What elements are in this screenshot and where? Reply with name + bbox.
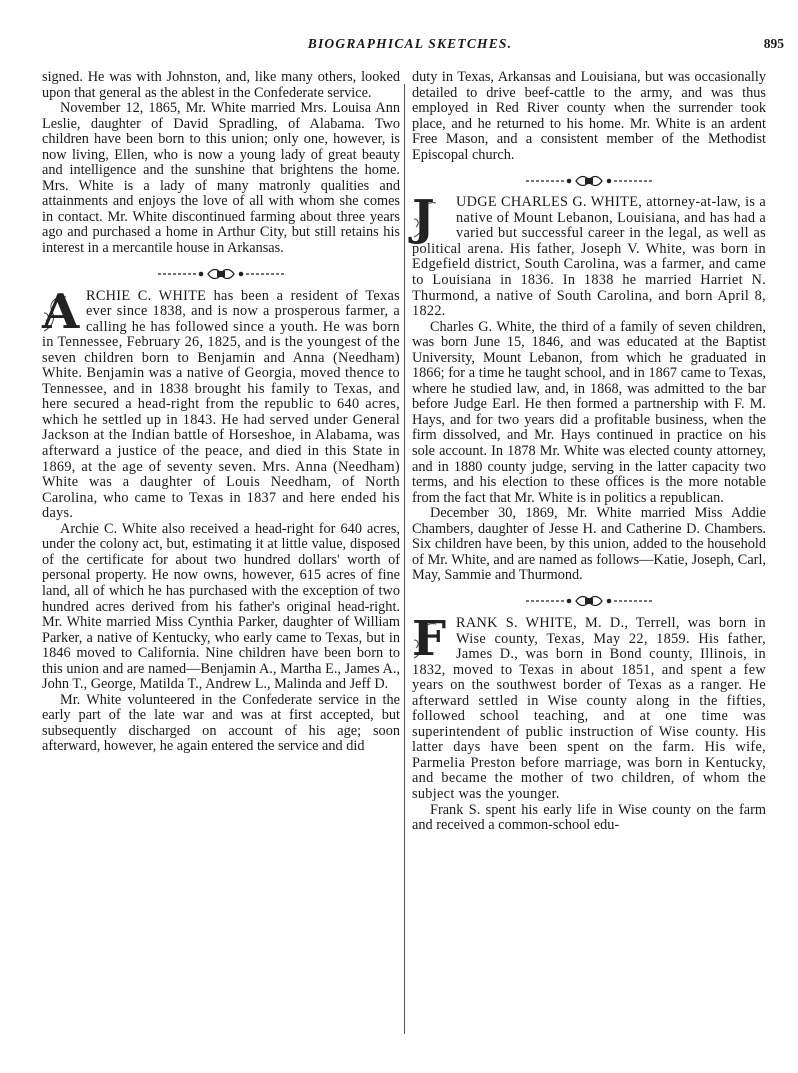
paragraph-frank-intro: RANK S. WHITE, M. D., Terrell, was born in Wise county, Texas, May 22, 1859. His father, James D., was born in Bond county, Illinois, in 1832, moved to Texas in about 1851, and spent a few years on the southwest border of Texas as a ranger. He afterward settled in Wise county along in the fifties, followed school teaching, and at one time was superintendent of public instruction of Wise county. His latter days have been spent on the farm. His wife, Parmelia Preston before marriage, was born in Kentucky, and became the mother of two children, of whom the subject was the younger. <box>412 614 766 802</box>
paragraph-charles-career: Charles G. White, the third of a family of seven children, was born June 15, 1846, and was educated at the Baptist University, Mount Lebanon, from which he graduated in 1866; for a time he taught school, and in 1867 came to Texas, where he studied law, and, in 1868, was admitted to the bar before Judge Earl. He then formed a partnership with F. M. Hays, and for two years did a profitable business, when the firm dissolved, and Mr. Hays continued in practice on his sole account. In 1878 Mr. White was elected county attorney, and in 1880 county judge, serving in the latter capacity two terms, and his election to these offices is the more notable from the fact that Mr. White is in politics a republican. <box>412 318 766 506</box>
drop-cap <box>412 610 450 667</box>
drop-cap-letter: A <box>42 283 80 340</box>
sketch-frank-white <box>412 610 766 803</box>
sketch-archie-white <box>42 283 400 522</box>
section-ornament <box>412 589 766 611</box>
paragraph-charles-intro: UDGE CHARLES G. WHITE, attorney-at-law, is a native of Mount Lebanon, Louisiana, and has had a varied but successful career in the legal, as well as political arena. His father, Joseph V. White, was born in Edgefield district, South Carolina, was a farmer, and came to Louisiana in 1836. In 1838 he married Harriet N. Thurmond, a native of South Carolina, and born April 8, 1822. <box>412 194 766 320</box>
ornament-icon <box>156 267 286 281</box>
paragraph-archie-intro: RCHIE C. WHITE has been a resident of Texas ever since 1838, and is now a prosperous farmer, a calling he has followed since a youth. He was born in Tennessee, February 26, 1825, and is the youngest of the seven children born to Benjamin and Anna (Needham) White. Benjamin was a native of Georgia, moved thence to Tennessee, and in 1838 brought his family to Texas, and here secured a head-right from the republic to 640 acres, which he settled up in 1843. He had served under General Jackson at the Indian battle of Horseshoe, in Alabama, was afterward a justice of the peace, and died in this State in 1869, at the age of seventy seven. Mrs. Anna (Needham) White was a daughter of Louis Needham, of North Carolina, who came to Texas in 1837 and here ended his days. <box>42 287 400 522</box>
section-ornament <box>412 168 766 190</box>
drop-cap-letter: J <box>412 190 435 247</box>
drop-cap <box>42 283 80 340</box>
section-ornament <box>42 262 400 284</box>
drop-cap <box>412 190 450 247</box>
column-divider <box>404 84 405 1034</box>
page-header <box>36 36 784 58</box>
running-head: BIOGRAPHICAL SKETCHES. <box>307 36 513 51</box>
paragraph-archie-land: Archie C. White also received a head-right for 640 acres, under the colony act, but, estimating it at little value, disposed of the certificate for about two hundred dollars' worth of personal property. He now owns, however, 615 acres of fine land, all of which he has purchased with the exception of two hundred acres derived from his father's original head-right. Mr. White married Miss Cynthia Parker, daughter of William Parker, a native of Kentucky, who early came to Texas, but in 1846 moved to California. Nine children have been born to this union and are named—Benjamin A., Martha E., James A., John T., George, Matilda T., Andrew L., Malinda and Jeff D. <box>42 520 400 693</box>
page-number: 895 <box>763 36 784 51</box>
paragraph-continued-right: duty in Texas, Arkansas and Louisiana, but was occasionally detailed to drive beef-cattle to the army, and was thus employed in Red River county when the surrender took place, and he returned to his home. Mr. White is an ardent Free Mason, and a consistent member of the Methodist Episcopal church. <box>412 69 766 163</box>
ornament-icon <box>524 174 654 188</box>
paragraph-continued: signed. He was with Johnston, and, like many others, looked upon that general as the ablest in the Confederate service. <box>42 69 400 101</box>
left-column <box>42 70 400 755</box>
paragraph-archie-war: Mr. White volunteered in the Confederate service in the early part of the late war and was at first accepted, but subsequently discharged on account of his age; soon afterward, however, he again entered the service and did <box>42 691 400 755</box>
drop-cap-letter: F <box>412 610 447 667</box>
sketch-charles-white <box>412 190 766 320</box>
right-column <box>412 70 766 834</box>
paragraph-charles-marriage: December 30, 1869, Mr. White married Miss Addie Chambers, daughter of Jesse H. and Catherine D. Chambers. Six children have been, by this union, added to the household of Mr. White, and are named as follows—Katie, Joseph, Carl, May, Sammie and Thurmond. <box>412 505 766 584</box>
ornament-icon <box>524 594 654 608</box>
paragraph-marriage-louisa: November 12, 1865, Mr. White married Mrs. Louisa Ann Leslie, daughter of David Spradling, of Alabama. Two children have been born to this union; only one, however, is now living, Ellen, who is now a young lady of great beauty and intelligence and the sunshine that brightens the home. Mrs. White is a lady of many matronly qualities and attainments and enjoys the love of all with whom she comes in contact. Mr. White discontinued farming about three years ago and purchased a home in Arthur City, but still retains his interest in a mercantile house in Arkansas. <box>42 100 400 257</box>
paragraph-frank-early-life: Frank S. spent his early life in Wise county on the farm and received a common-school edu- <box>412 801 766 834</box>
